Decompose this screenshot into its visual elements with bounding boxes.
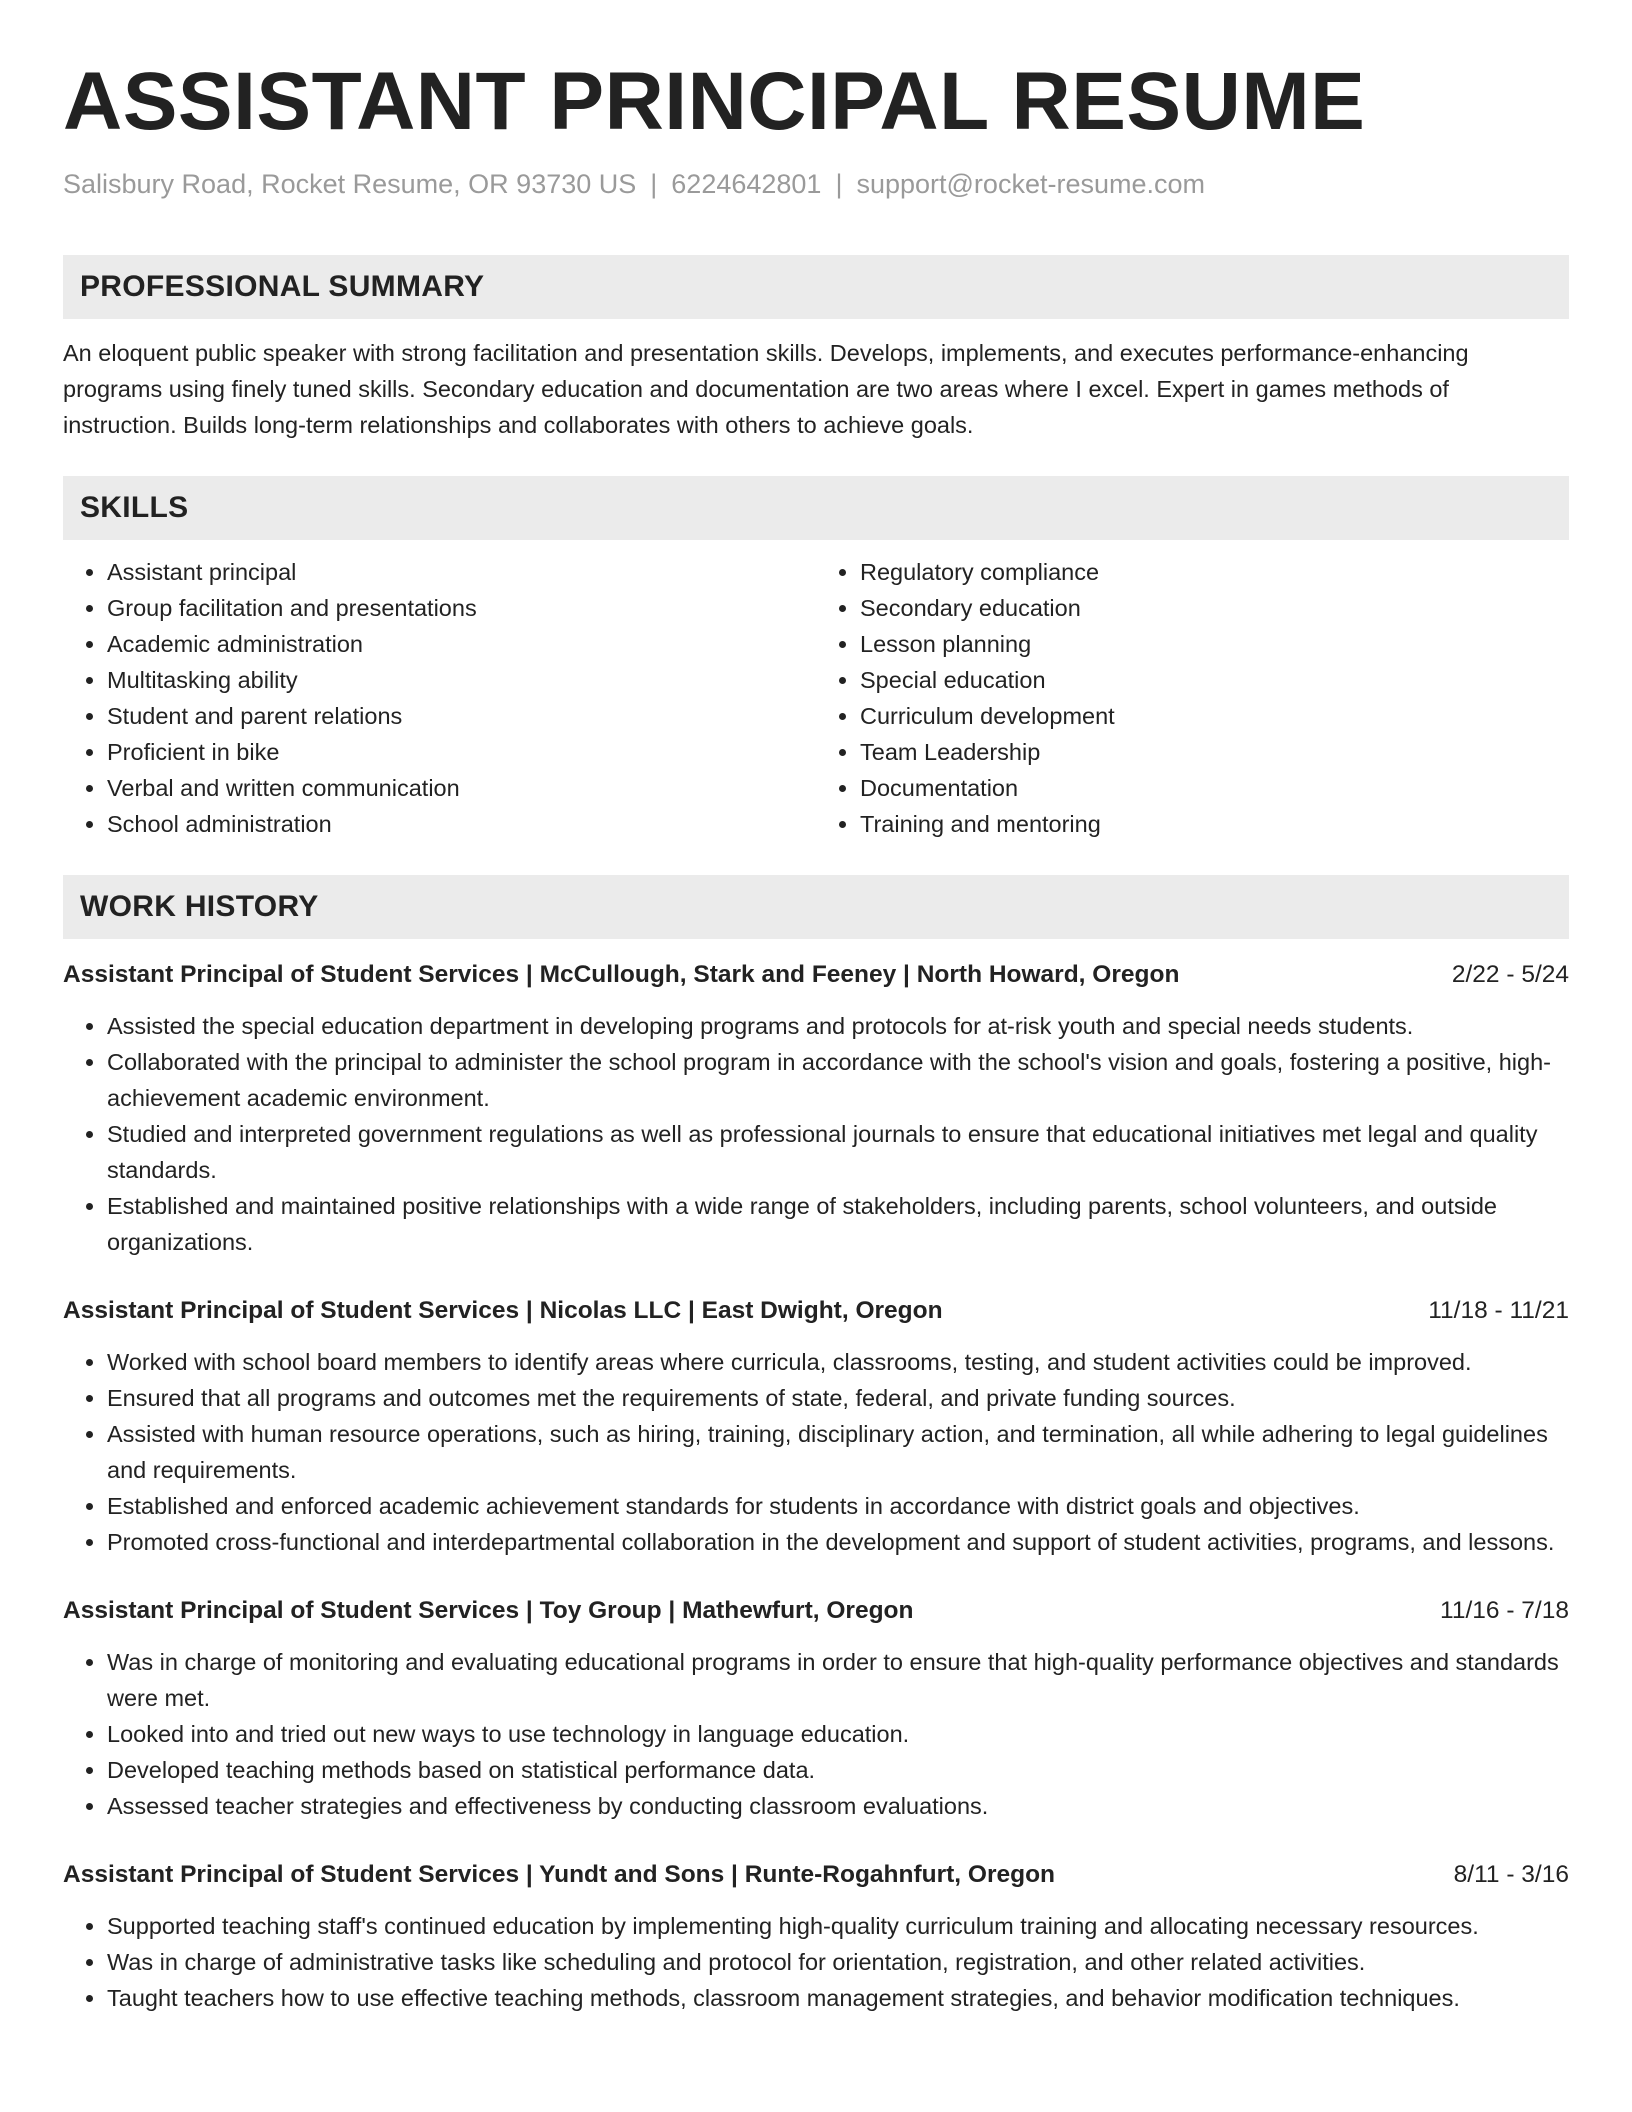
skill-item: • Documentation <box>860 770 1569 806</box>
skill-item: • Academic administration <box>107 626 816 662</box>
job-bullets <box>63 1008 1569 1260</box>
skill-item: • Curriculum development <box>860 698 1569 734</box>
skills-column-left <box>63 554 816 842</box>
job-bullet: • Assessed teacher strategies and effectiveness by conducting classroom evaluations. <box>107 1788 1569 1824</box>
skill-item: • Secondary education <box>860 590 1569 626</box>
job-bullet: • Worked with school board members to identify areas where curricula, classrooms, testing, and student activities could be improved. <box>107 1344 1569 1380</box>
skills-heading: SKILLS <box>63 476 1569 540</box>
summary-text: An eloquent public speaker with strong facilitation and presentation skills. Develops, implements, and executes performance-enhancing programs using finely tuned skills. Secondary education and documentation are two areas where I excel. Expert in games methods of instruction. Builds long-term relationships and collaborates with others to achieve goals. <box>63 340 1469 438</box>
work-history-list <box>63 958 1569 2016</box>
skill-item: • Lesson planning <box>860 626 1569 662</box>
work-history-heading: WORK HISTORY <box>63 875 1569 939</box>
skill-item: • School administration <box>107 806 816 842</box>
skills-list <box>63 554 1569 842</box>
resume-title: ASSISTANT PRINCIPAL RESUME <box>63 56 1366 147</box>
job-entry <box>63 1294 1569 1560</box>
job-bullet: • Was in charge of monitoring and evaluating educational programs in order to ensure that high-quality performance objectives and standards were met. <box>107 1644 1569 1716</box>
job-entry <box>63 1858 1569 2016</box>
job-header <box>63 958 1569 992</box>
job-bullet: • Studied and interpreted government regulations as well as professional journals to ensure that educational initiatives met legal and quality standards. <box>107 1116 1569 1188</box>
job-bullet: • Assisted the special education department in developing programs and protocols for at-risk youth and special needs students. <box>107 1008 1569 1044</box>
job-bullet: • Supported teaching staff's continued education by implementing high-quality curriculum training and allocating necessary resources. <box>107 1908 1569 1944</box>
job-bullet: • Assisted with human resource operations, such as hiring, training, disciplinary action, and termination, all while adhering to legal guidelines and requirements. <box>107 1416 1569 1488</box>
job-bullet: • Ensured that all programs and outcomes met the requirements of state, federal, and private funding sources. <box>107 1380 1569 1416</box>
job-dates: 8/11 - 3/16 <box>1453 1861 1569 1888</box>
skill-item: • Training and mentoring <box>860 806 1569 842</box>
job-dates: 11/18 - 11/21 <box>1428 1297 1569 1324</box>
job-header <box>63 1858 1569 1892</box>
job-header <box>63 1294 1569 1328</box>
skill-item: • Multitasking ability <box>107 662 816 698</box>
job-entry <box>63 958 1569 1260</box>
job-bullet: • Established and maintained positive relationships with a wide range of stakeholders, including parents, school volunteers, and outside organizations. <box>107 1188 1569 1260</box>
job-bullet: • Was in charge of administrative tasks like scheduling and protocol for orientation, registration, and other related activities. <box>107 1944 1569 1980</box>
contact-line <box>63 166 1569 202</box>
summary-heading: PROFESSIONAL SUMMARY <box>63 255 1569 319</box>
job-bullet: • Developed teaching methods based on statistical performance data. <box>107 1752 1569 1788</box>
contact-address: Salisbury Road, Rocket Resume, OR 93730 US <box>63 169 637 199</box>
job-bullet: • Collaborated with the principal to administer the school program in accordance with the school's vision and goals, fostering a positive, high-achievement academic environment. <box>107 1044 1569 1116</box>
job-title: Assistant Principal of Student Services | Nicolas LLC | East Dwight, Oregon <box>63 1297 943 1324</box>
job-dates: 11/16 - 7/18 <box>1440 1597 1569 1624</box>
job-bullet: • Taught teachers how to use effective teaching methods, classroom management strategies, and behavior modification techniques. <box>107 1980 1569 2016</box>
skill-item: • Student and parent relations <box>107 698 816 734</box>
job-entry <box>63 1594 1569 1824</box>
job-bullet: • Looked into and tried out new ways to use technology in language education. <box>107 1716 1569 1752</box>
job-bullets <box>63 1344 1569 1560</box>
contact-separator: | <box>835 169 843 199</box>
skill-item: • Assistant principal <box>107 554 816 590</box>
job-bullet: • Promoted cross-functional and interdepartmental collaboration in the development and support of student activities, programs, and lessons. <box>107 1524 1569 1560</box>
skill-item: • Regulatory compliance <box>860 554 1569 590</box>
skill-item: • Team Leadership <box>860 734 1569 770</box>
contact-phone: 6224642801 <box>671 169 822 199</box>
job-bullet: • Established and enforced academic achievement standards for students in accordance with district goals and objectives. <box>107 1488 1569 1524</box>
skills-column-right <box>816 554 1569 842</box>
job-bullets <box>63 1644 1569 1824</box>
job-title: Assistant Principal of Student Services | McCullough, Stark and Feeney | North Howard, Oregon <box>63 961 1180 988</box>
skill-item: • Special education <box>860 662 1569 698</box>
job-title: Assistant Principal of Student Services | Toy Group | Mathewfurt, Oregon <box>63 1597 914 1624</box>
skill-item: • Proficient in bike <box>107 734 816 770</box>
contact-separator: | <box>650 169 658 199</box>
job-header <box>63 1594 1569 1628</box>
contact-email: support@rocket-resume.com <box>856 169 1205 199</box>
job-dates: 2/22 - 5/24 <box>1451 961 1569 988</box>
skill-item: • Verbal and written communication <box>107 770 816 806</box>
skill-item: • Group facilitation and presentations <box>107 590 816 626</box>
job-bullets <box>63 1908 1569 2016</box>
job-title: Assistant Principal of Student Services | Yundt and Sons | Runte-Rogahnfurt, Oregon <box>63 1861 1056 1888</box>
